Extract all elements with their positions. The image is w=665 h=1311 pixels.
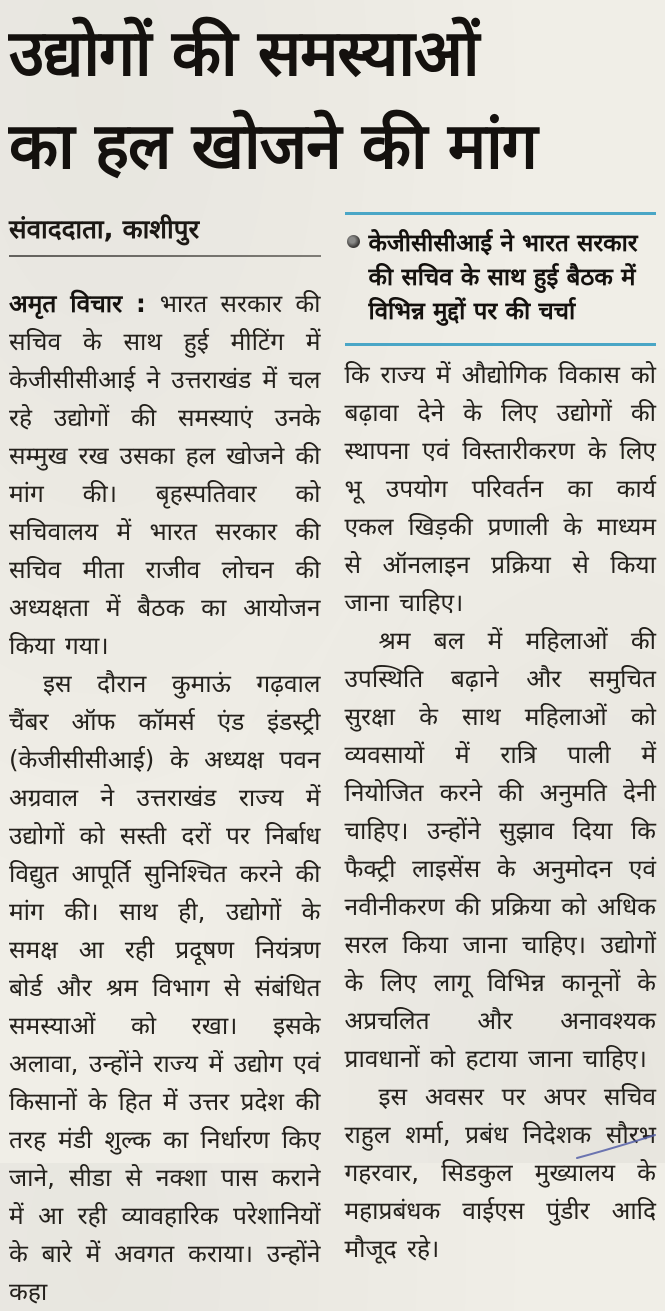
paragraph-lead (9, 285, 321, 665)
paragraph-text: भारत सरकार की सचिव के साथ हुई मीटिंग में केजीसीसीआई ने उत्तराखंड में चल रहे उद्योगों की समस्याएं उनके सम्मुख रख उसका हल खोजने की मांग की। बृहस्पतिवार को सचिवालय में भारत सरकार की सचिव मीता राजीव लोचन की अध्यक्षता में बैठक का आयोजन किया गया। (9, 288, 321, 660)
paragraph: कि राज्य में औद्योगिक विकास को बढ़ावा देने के लिए उद्योगों की स्थापना एवं विस्तारीकरण के लिए भू उपयोग परिवर्तन का कार्य एकल खिड़की प्रणाली के माध्यम से ऑनलाइन प्रक्रिया से किया जाना चाहिए। (344, 359, 656, 617)
highlight-text: केजीसीसीआई ने भारत सरकार की सचिव के साथ हुई बैठक में विभिन्न मुद्दों पर की चर्चा (368, 228, 638, 325)
bullet-icon (347, 235, 360, 248)
headline (9, 6, 656, 194)
byline-divider (9, 255, 321, 257)
headline-line-2: का हल खोजने की मांग (9, 109, 537, 184)
lead-in-label: अमृत विचार : (9, 288, 160, 318)
highlight-box (345, 212, 657, 346)
pen-mark (573, 1131, 659, 1161)
left-column (9, 208, 321, 1311)
byline: संवाददाता, काशीपुर (9, 214, 200, 245)
paragraph: इस दौरान कुमाऊं गढ़वाल चैंबर ऑफ कॉमर्स एंड इंडस्ट्री (केजीसीसीआई) के अध्यक्ष पवन अग्रवाल ने उत्तराखंड राज्य में उद्योगों को सस्ती दरों पर निर्बाध विद्युत आपूर्ति सुनिश्चित करने की मांग की। साथ ही, उद्योगों के समक्ष आ रही प्रदूषण नियंत्रण बोर्ड और श्रम विभाग से संबंधित समस्याओं को रखा। इसके अलावा, उन्होंने राज्य में उद्योग एवं किसानों के हित में उत्तर प्रदेश की तरह मंडी शुल्क का निर्धारण किए जाने, सीडा से नक्शा पास कराने में आ रही व्यावहारिक परेशानियों के बारे में अवगत कराया। उन्होंने कहा (9, 668, 321, 1306)
paragraph: इस अवसर पर अपर सचिव राहुल शर्मा, प्रबंध निदेशक सौरभ गहरवार, सिडकुल मुख्यालय के महाप्रबंधक वाईएस पुंडीर आदि मौजूद रहे। (344, 1081, 656, 1263)
paragraph: श्रम बल में महिलाओं की उपस्थिति बढ़ाने और समुचित सुरक्षा के साथ महिलाओं को व्यवसायों में रात्रि पाली में नियोजित करने की अनुमति देनी चाहिए। उन्होंने सुझाव दिया कि फैक्ट्री लाइसेंस के अनुमोदन एवं नवीनीकरण की प्रक्रिया को अधिक सरल किया जाना चाहिए। उद्योगों के लिए लागू विभिन्न कानूनों के अप्रचलित और अनावश्यक प्रावधानों को हटाया जाना चाहिए। (344, 625, 656, 1073)
headline-line-1: उद्योगों की समस्याओं (9, 17, 479, 91)
article-body (9, 208, 656, 1311)
